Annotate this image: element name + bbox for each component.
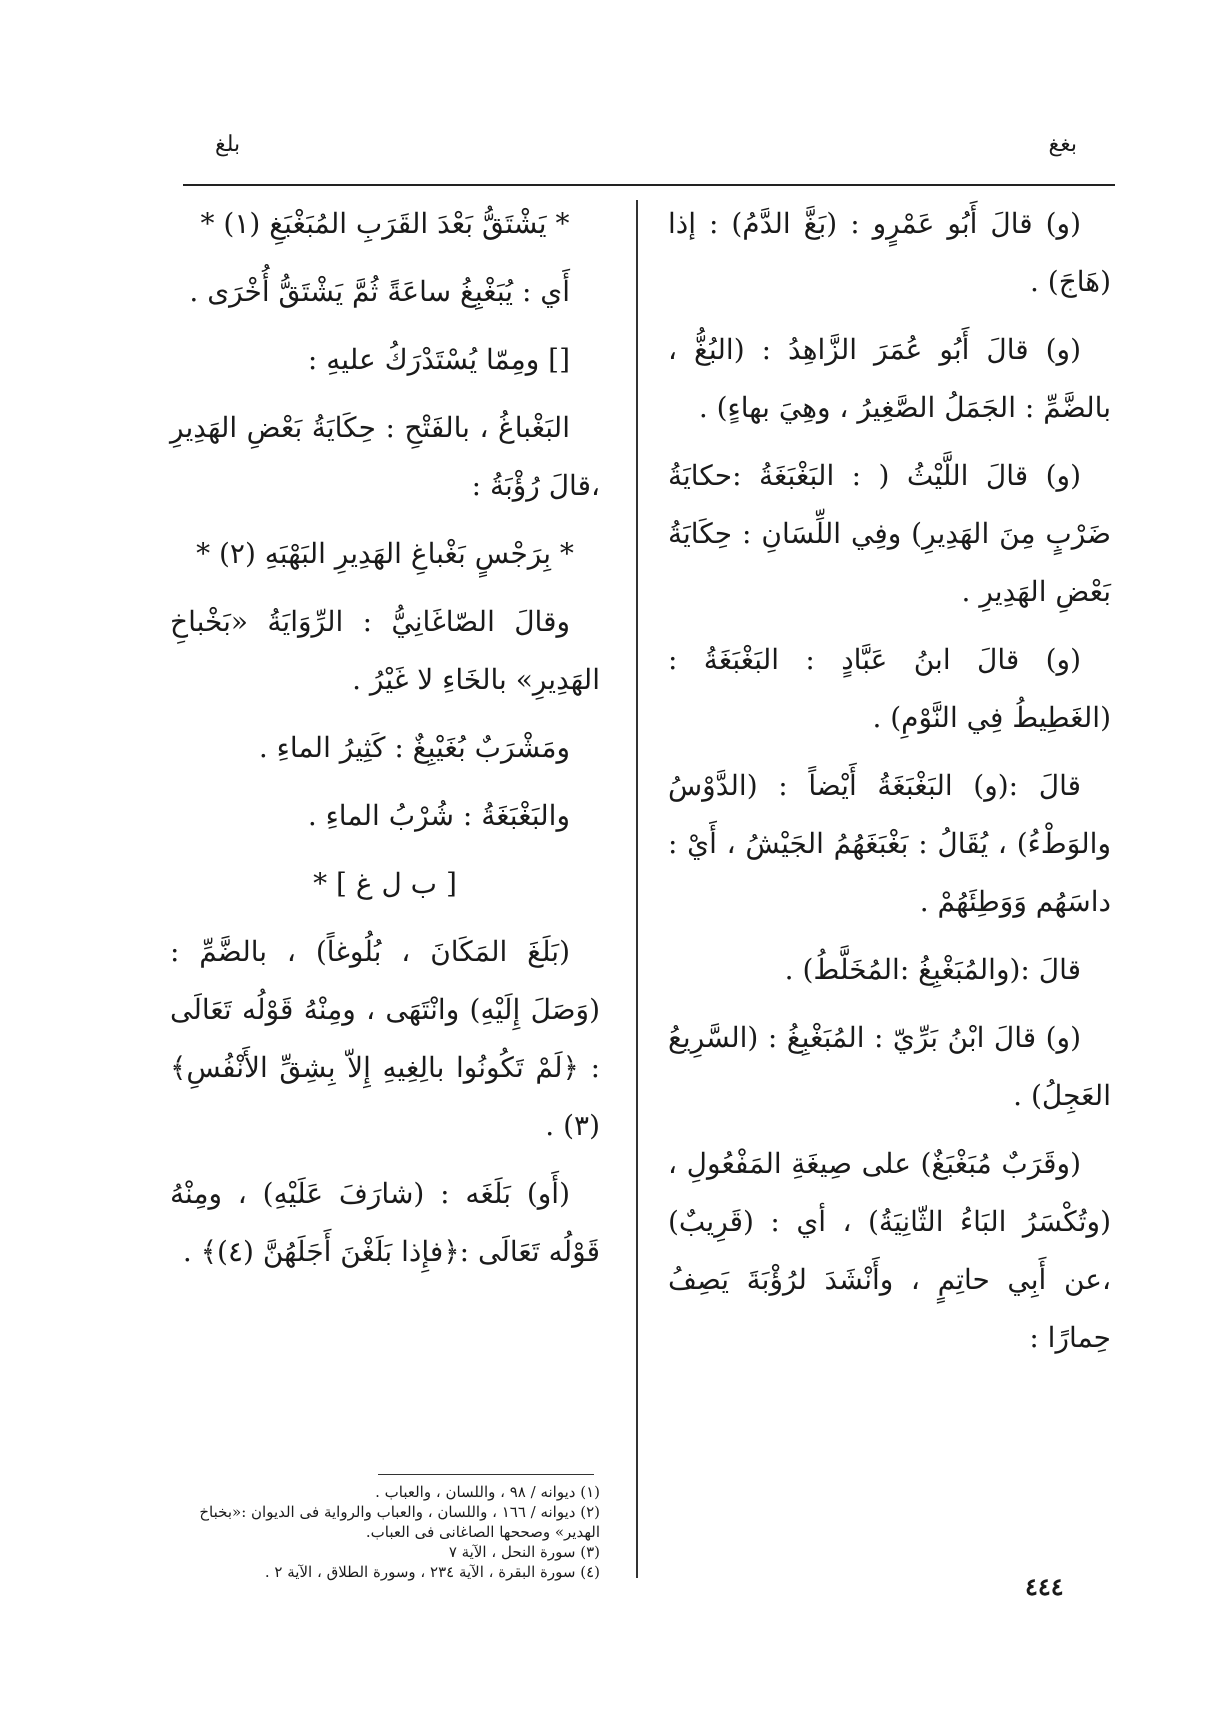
header-rule xyxy=(183,184,1115,186)
paragraph: أَي : يُبَغْبِغُ ساعَةً ثُمَّ يَشْتَقُّ أُخْرَى . xyxy=(189,275,570,308)
paragraph: (و) قالَ ابنُ عَبَّادٍ : البَغْبَغَةُ : (الغَطِيطُ فِي النَّوْمِ) . xyxy=(668,643,1111,734)
paragraph: [] ومِمّا يُسْتَدْرَكُ عليهِ : xyxy=(307,343,570,376)
paragraph: (و) قالَ أَبُو عَمْرٍو : (بَغَّ الدَّمُ) : إذا (هَاجَ) . xyxy=(668,207,1111,298)
footnote: (١) ديوانه / ٩٨ ، واللسان ، والعباب . xyxy=(375,1483,600,1501)
paragraph: قالَ :(و) البَغْبَغَةُ أَيْضاً : (الدَّوْسُ والوَطْءُ) ، يُقَالُ : بَغْبَغَهُمُ الجَيْشُ ، أَيْ : داسَهُم وَوَطِئَهُمْ . xyxy=(668,769,1111,918)
paragraph: وقالَ الصّاغَانِيُّ : الرِّوَايَةُ «بَخْباخِ الهَدِيرِ» بالخَاءِ لا غَيْرُ . xyxy=(170,605,600,696)
paragraph: (بَلَغَ المَكَانَ ، بُلُوغاً) ، بالضَّمِّ : (وَصَلَ إِلَيْهِ) وانْتَهَى ، ومِنْهُ قَوْلُه تَعَالَى : ﴿لَمْ تَكُونُوا بالِغِيهِ إِلاّ بِشِقِّ الأَنْفُسِ﴾ (٣) . xyxy=(170,935,600,1142)
paragraph: (و) قالَ أَبُو عُمَرَ الزَّاهِدُ : (البُغُّ ، بالضَّمِّ : الجَمَلُ الصَّغِيرُ ، وهِيَ بهاءٍ) . xyxy=(668,333,1111,424)
paragraph: والبَغْبَغَةُ : شُرْبُ الماءِ . xyxy=(307,799,570,832)
paragraph: البَغْباغُ ، بالفَتْحِ : حِكَايَةُ بَعْضِ الهَدِيرِ ،قالَ رُؤْبَةُ : xyxy=(170,411,600,502)
paragraph: قالَ :(والمُبَغْبِغُ :المُخَلَّطُ) . xyxy=(784,953,1081,986)
left-column xyxy=(170,195,600,1291)
paragraph: ومَشْرَبٌ بُغَيْبِغٌ : كَثِيرُ الماءِ . xyxy=(258,731,570,764)
column-divider xyxy=(636,200,638,1578)
footnote: (٤) سورة البقرة ، الآية ٢٣٤ ، وسورة الطلاق ، الآية ٢ . xyxy=(264,1563,600,1581)
verse-line: * يَشْتَقُّ بَعْدَ القَرَبِ المُبَغْبَغِ (١) * xyxy=(200,207,570,240)
page-number: ٤٤٤ xyxy=(1025,1572,1064,1601)
right-column xyxy=(668,195,1111,1377)
paragraph: (أَو) بَلَغَه : (شارَفَ عَلَيْهِ) ، ومِنْهُ قَوْلُه تَعَالَى :﴿فإِذا بَلَغْنَ أَجَلَهُنَّ (٤)﴾ . xyxy=(170,1177,600,1268)
entry-heading: [ ب ل غ ] * xyxy=(313,867,457,900)
running-header-left: بلغ xyxy=(215,132,241,157)
running-header-right: بغغ xyxy=(1048,132,1077,157)
paragraph: (وقَرَبٌ مُبَغْبَغٌ) علی صِيغَةِ المَفْعُولِ ، (وتُكْسَرُ البَاءُ الثّانِيَةُ) ، أي : (قَرِيبٌ) ،عن أَبِي حاتِمٍ ، وأَنْشَدَ لرُؤْبَةَ يَصِفُ حِمارًا : xyxy=(668,1147,1111,1354)
footnote: (٣) سورة النحل ، الآية ٧ xyxy=(448,1543,600,1561)
footnotes xyxy=(170,1482,600,1582)
verse-line: * بِرَجْسٍ بَغْباغِ الهَدِيرِ البَهْبَهِ (٢) * xyxy=(196,537,574,570)
paragraph: (و) قالَ ابْنُ بَرِّيّ : المُبَغْبِغُ : (السَّرِيعُ العَجِلُ) . xyxy=(668,1021,1111,1112)
footnote-rule xyxy=(378,1474,594,1475)
paragraph: (و) قالَ اللَّيْثُ ( : البَغْبَغَةُ :حكايَةُ ضَرْبٍ مِنَ الهَدِيرِ) وفِي اللِّسَانِ : حِكَايَةُ بَعْضِ الهَدِيرِ . xyxy=(668,459,1111,608)
footnote: (٢) ديوانه / ١٦٦ ، واللسان ، والعباب والرواية فى الديوان :«بخباخ الهدير» وصححها الصاغانى فى العباب. xyxy=(199,1503,600,1541)
